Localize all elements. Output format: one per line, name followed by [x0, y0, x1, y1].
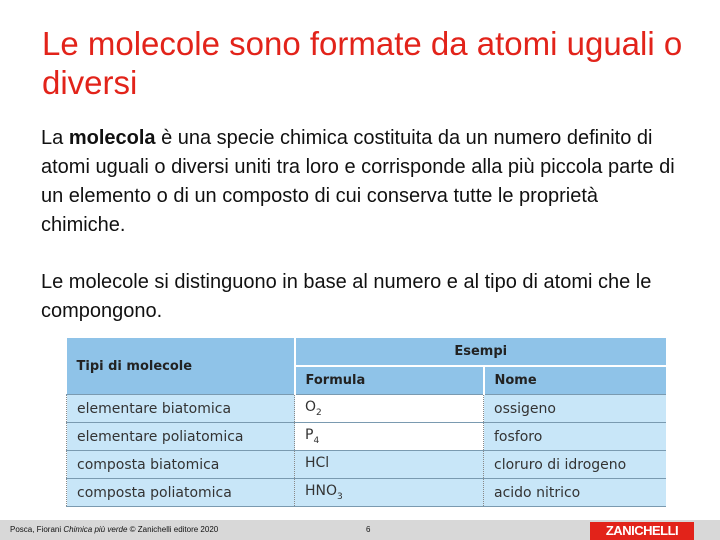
table-row: composta poliatomica $HNO_3$ acido nitrico: [67, 479, 667, 507]
slide-title: Le molecole sono formate da atomi uguali o diversi: [42, 25, 683, 101]
definition-paragraph: La molecola è una specie chimica costituita da un numero definito di atomi uguali o diversi uniti tra loro e corrisponde alla più piccola parte di un elemento o di un composto di cui conserva tutte le proprietà chimiche.: [41, 127, 675, 236]
page-number: 6: [366, 525, 371, 534]
header-name: Nome: [484, 366, 667, 395]
molecule-types-table: [66, 338, 666, 507]
footer-credits: Posca, Fiorani Chimica più verde © Zanichelli editore 2020: [10, 525, 219, 534]
header-formula: Formula: [295, 366, 484, 395]
table-row: elementare biatomica $O_2$ ossigeno: [67, 395, 667, 423]
table-row: elementare poliatomica $P_4$ fosforo: [67, 423, 667, 451]
zanichelli-logo: ZANICHELLI: [590, 522, 694, 540]
header-type: Tipi di molecole: [67, 338, 295, 395]
classification-paragraph: Le molecole si distinguono in base al numero e al tipo di atomi che le compongono.: [41, 271, 652, 322]
header-examples: Esempi: [295, 338, 667, 366]
table-row: composta biatomica HCl cloruro di idrogeno: [67, 451, 667, 479]
